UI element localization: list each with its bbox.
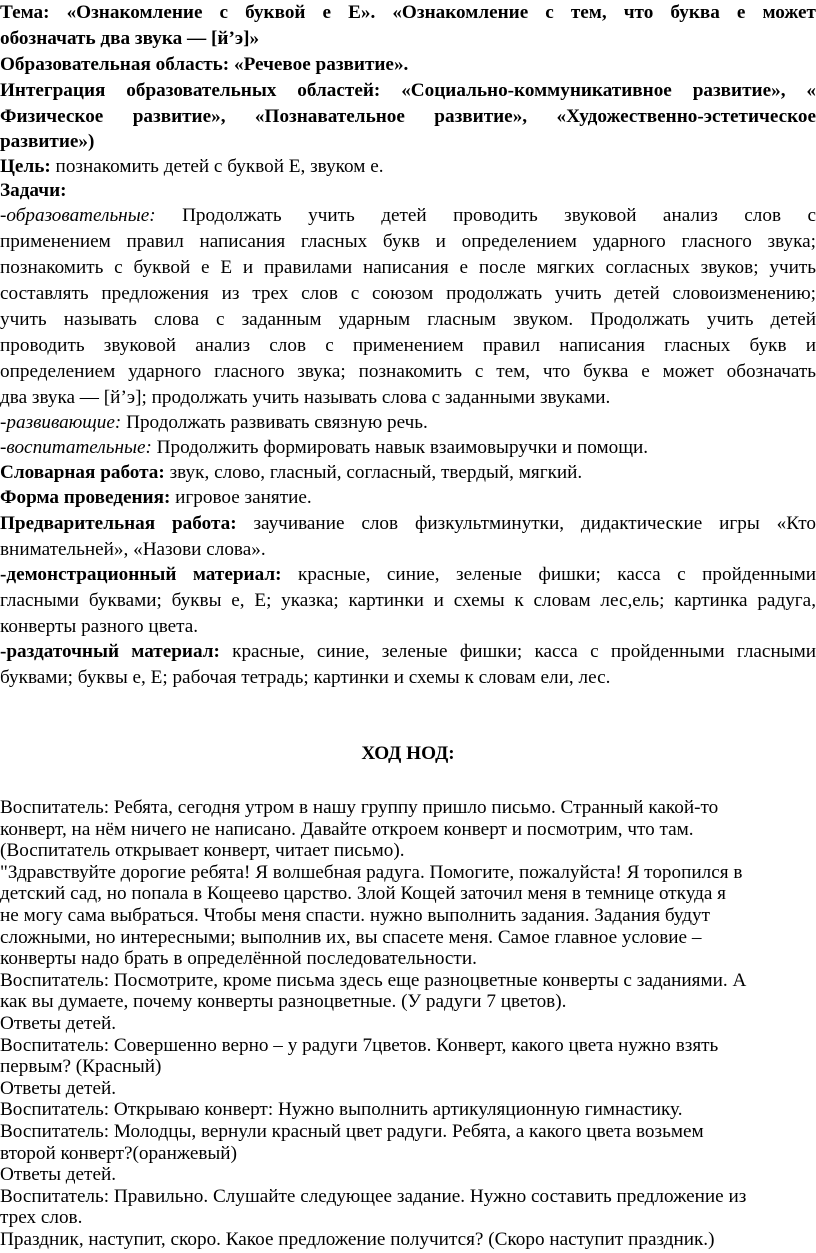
body-line: Воспитатель: Посмотрите, кроме письма здесь еще разноцветные конверты с заданиями. А	[0, 969, 747, 991]
integration-line-2: Физическое развитие», «Познавательное развитие», «Художественно-эстетическое	[0, 106, 816, 127]
body-line: конверт, на нём ничего не написано. Давайте откроем конверт и посмотрим, что там.	[0, 818, 694, 840]
demo-label: -демонстрационный материал:	[0, 564, 282, 585]
demo-line-3: конверты разного цвета.	[0, 616, 199, 637]
body-line: Воспитатель: Ребята, сегодня утром в нашу группу пришло письмо. Странный какой-то	[0, 797, 719, 818]
edu-line-1	[0, 203, 816, 229]
edu-line-5: учить называть слова с заданным ударным гласным звуком. Продолжать учить детей	[0, 309, 816, 330]
body-line: Воспитатель: Молодцы, вернули красный цвет радуги. Ребята, а какого цвета возьмем	[0, 1121, 704, 1142]
form-label: Форма проведения:	[0, 487, 171, 508]
vocab-label: Словарная работа:	[0, 462, 165, 483]
vos-text: Продолжить формировать навык взаимовыручки и помощи.	[151, 437, 649, 458]
demo-text: красные, синие, зеленые фишки; касса с пройденными	[281, 564, 816, 585]
body-line: "Здравствуйте дорогие ребята! Я волшебная радуга. Помогите, пожалуйста! Я торопился в	[0, 861, 743, 883]
prelim-label: Предварительная работа:	[0, 513, 237, 534]
handout-line-2: буквами; буквы е, Е; рабочая тетрадь; картинки и схемы к словам ели, лес.	[0, 667, 611, 688]
edu-line-8: два звука — [й’э]; продолжать учить называть слова с заданными звуками.	[0, 387, 611, 408]
dev-text: Продолжать развивать связную речь.	[121, 412, 428, 433]
body-line: не могу сама выбраться. Чтобы меня спасти. нужно выполнить задания. Задания будут	[0, 905, 711, 926]
dev-label: -развивающие:	[0, 412, 122, 433]
body-line: Праздник, наступит, скоро. Какое предложение получится? (Скоро наступит праздник.)	[0, 1229, 715, 1250]
edu-line-6: проводить звуковой анализ слов с применением правил написания гласных букв и	[0, 335, 816, 356]
edu-label: -образовательные:	[0, 205, 156, 226]
body-line: Воспитатель: Правильно. Слушайте следующее задание. Нужно составить предложение из	[0, 1185, 747, 1207]
body-line: сложными, но интересными; выполнив их, вы спасете меня. Самое главное условие –	[0, 926, 702, 948]
body-line: Ответы детей.	[0, 1077, 117, 1099]
prelim-text: заучивание слов физкультминутки, дидактические игры «Кто	[236, 513, 816, 534]
body-line: (Воспитатель открывает конверт, читает письмо).	[0, 840, 405, 862]
body-line: конверты надо брать в определённой последовательности.	[0, 948, 477, 970]
theme-text: «Ознакомление с буквой е Е». «Ознакомление с тем, что буква е может	[49, 2, 816, 23]
dev-line	[0, 410, 816, 436]
body-line: Воспитатель: Совершенно верно – у радуги 7цветов. Конверт, какого цвета нужно взять	[0, 1034, 719, 1056]
goal-line	[0, 154, 816, 180]
body-line: Ответы детей.	[0, 1164, 117, 1186]
edu-line-3: познакомить с буквой е Е и правилами написания е после мягких согласных звуков; учить	[0, 257, 816, 278]
theme-label: Тема:	[0, 2, 50, 23]
form-line	[0, 485, 816, 511]
goal-text: познакомить детей с буквой Е, звуком е.	[50, 156, 384, 177]
tasks-label: Задачи:	[0, 180, 67, 201]
edu-text: Продолжать учить детей проводить звуковой анализ слов с	[155, 205, 816, 226]
body-line: как вы думаете, почему конверты разноцветные. (У радуги 7 цветов).	[0, 991, 567, 1013]
demo-line-2: гласными буквами; буквы е, Е; указка; картинки и схемы к словам лес,ель; картинка радуга,	[0, 590, 816, 611]
vos-label: -воспитательные:	[0, 437, 152, 458]
body-line: первым? (Красный)	[0, 1056, 162, 1078]
form-text: игровое занятие.	[170, 487, 312, 508]
vocab-line	[0, 460, 816, 486]
handout-label: -раздаточный материал:	[0, 641, 220, 662]
handout-line-1	[0, 639, 816, 665]
theme-line-1	[0, 0, 816, 26]
demo-line-1	[0, 562, 816, 588]
integration-line-3: развитие»)	[0, 131, 95, 152]
handout-text: красные, синие, зеленые фишки; касса с пройденными гласными	[219, 641, 816, 662]
prelim-line-2: внимательней», «Назови слова».	[0, 539, 266, 560]
body-line: Ответы детей.	[0, 1013, 117, 1034]
vocab-text: звук, слово, гласный, согласный, твердый, мягкий.	[164, 462, 583, 483]
theme-line-2: обозначать два звука — [й’э]»	[0, 28, 260, 49]
integration-line-1: Интеграция образовательных областей: «Социально-коммуникативное развитие», «	[0, 80, 816, 101]
body-line: трех слов.	[0, 1207, 83, 1229]
prelim-line-1	[0, 511, 816, 537]
body-line: детский сад, но попала в Кощеево царство. Злой Кощей заточил меня в темнице откуда я	[0, 883, 727, 905]
body-line: Воспитатель: Открываю конверт: Нужно выполнить артикуляционную гимнастику.	[0, 1099, 683, 1121]
course-title: ХОД НОД:	[361, 743, 455, 764]
goal-label: Цель:	[0, 156, 51, 177]
vos-line	[0, 435, 816, 461]
edu-line-4: составлять предложения из трех слов с союзом продолжать учить детей словоизменению;	[0, 283, 816, 304]
edu-line-7: определением ударного гласного звука; познакомить с тем, что буква е может обозначать	[0, 361, 816, 382]
body-line: второй конверт?(оранжевый)	[0, 1142, 237, 1164]
area-line: Образовательная область: «Речевое развитие».	[0, 54, 409, 75]
edu-line-2: применением правил написания гласных букв и определением ударного гласного звука;	[0, 231, 816, 252]
